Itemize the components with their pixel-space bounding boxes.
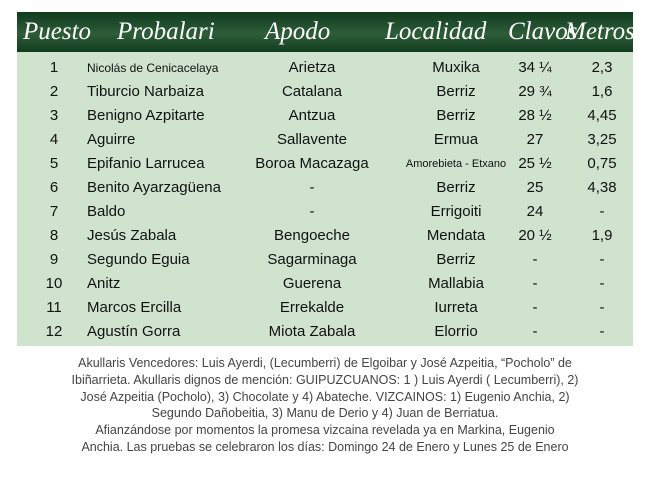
cell-localidad: Ermua <box>433 131 479 148</box>
footer-line: Anchia. Las pruebas se celebraron los días: Domingo 24 de Enero y Lunes 25 de Enero <box>81 439 569 454</box>
table-row <box>17 200 633 224</box>
footer-line: Akullaris Vencedores: Luis Ayerdi, (Lecumberri) de Elgoibar y José Azpeitia, “Pocholo” de <box>78 356 572 370</box>
cell-clavos: - <box>532 299 538 316</box>
table-row <box>17 152 633 176</box>
footer-line: José Azpeitia (Pocholo), 3) Chocolate y 4) Abateche. VIZCAINOS: 1) Eugenio Anchia, 2) <box>80 389 570 404</box>
table-row <box>17 104 633 128</box>
cell-apodo: - <box>309 203 315 220</box>
cell-localidad: Berriz <box>436 179 476 196</box>
cell-apodo: Bengoeche <box>274 227 350 244</box>
header-apodo: Apodo <box>265 18 331 45</box>
cell-metros: 0,75 <box>587 155 617 172</box>
table-row <box>17 128 633 152</box>
cell-apodo: Catalana <box>281 83 343 100</box>
header-localidad: Localidad <box>385 18 487 45</box>
cell-metros: - <box>599 203 605 220</box>
cell-puesto: 4 <box>49 131 59 148</box>
cell-puesto: 9 <box>49 251 59 268</box>
table-row <box>17 272 633 296</box>
cell-puesto: 7 <box>49 203 59 220</box>
cell-puesto: 10 <box>45 275 63 292</box>
cell-localidad: Amorebieta - Etxano <box>405 158 507 170</box>
cell-probalari: Anitz <box>87 275 121 292</box>
cell-clavos: 24 <box>526 203 544 220</box>
cell-probalari: Epifanio Larrucea <box>87 155 205 172</box>
cell-probalari: Nicolás de Cenicacelaya <box>87 61 219 75</box>
cell-metros: 4,38 <box>587 179 617 196</box>
results-table <box>17 12 633 346</box>
cell-puesto: 8 <box>49 227 59 244</box>
cell-puesto: 12 <box>45 323 63 340</box>
cell-puesto: 1 <box>49 59 59 76</box>
table-row <box>17 176 633 200</box>
table-row <box>17 320 633 344</box>
table-row <box>17 296 633 320</box>
cell-localidad: Berriz <box>436 251 476 268</box>
cell-apodo: Sagarminaga <box>267 251 357 268</box>
cell-probalari: Tiburcio Narbaiza <box>87 83 204 100</box>
cell-apodo: Arietza <box>288 59 336 76</box>
cell-probalari: Marcos Ercilla <box>87 299 182 316</box>
cell-probalari: Benito Ayarzagüena <box>87 179 221 196</box>
cell-apodo: Miota Zabala <box>268 323 356 340</box>
cell-apodo: Errekalde <box>279 299 345 316</box>
cell-probalari: Agustín Gorra <box>87 323 181 340</box>
cell-puesto: 5 <box>49 155 59 172</box>
cell-clavos: 29 ¾ <box>518 83 552 100</box>
cell-metros: 4,45 <box>587 107 617 124</box>
cell-apodo: Antzua <box>288 107 336 124</box>
cell-clavos: 27 <box>526 131 544 148</box>
cell-probalari: Baldo <box>87 203 126 220</box>
cell-puesto: 3 <box>49 107 59 124</box>
cell-localidad: Iurreta <box>434 299 478 316</box>
cell-metros: 3,25 <box>587 131 617 148</box>
table-row <box>17 56 633 80</box>
cell-clavos: 25 ½ <box>518 155 552 172</box>
cell-localidad: Elorrio <box>434 323 478 340</box>
cell-apodo: Sallavente <box>276 131 348 148</box>
cell-puesto: 11 <box>46 299 62 316</box>
cell-puesto: 6 <box>49 179 59 196</box>
cell-probalari: Segundo Eguia <box>87 251 190 268</box>
cell-probalari: Aguirre <box>87 131 136 148</box>
cell-clavos: 34 ¼ <box>518 59 552 76</box>
footer-notes <box>18 355 632 456</box>
cell-localidad: Berriz <box>436 83 476 100</box>
header-metros: Metros <box>565 18 635 45</box>
table-header <box>17 12 633 52</box>
header-puesto: Puesto <box>23 18 92 45</box>
cell-localidad: Berriz <box>436 107 476 124</box>
cell-puesto: 2 <box>49 83 59 100</box>
cell-metros: 1,9 <box>591 227 613 244</box>
cell-clavos: - <box>532 275 538 292</box>
cell-localidad: Muxika <box>432 59 480 76</box>
cell-clavos: - <box>532 251 538 268</box>
cell-metros: 2,3 <box>591 59 613 76</box>
cell-metros: - <box>599 275 605 292</box>
cell-localidad: Mendata <box>426 227 486 244</box>
cell-clavos: 20 ½ <box>518 227 552 244</box>
cell-clavos: 28 ½ <box>518 107 552 124</box>
table-row <box>17 224 633 248</box>
cell-localidad: Mallabia <box>428 275 484 292</box>
cell-apodo: Boroa Macazaga <box>255 155 369 172</box>
header-probalari: Probalari <box>117 18 215 45</box>
table-row <box>17 80 633 104</box>
cell-metros: - <box>599 323 605 340</box>
cell-apodo: - <box>309 179 315 196</box>
cell-metros: 1,6 <box>591 83 613 100</box>
cell-metros: - <box>599 299 605 316</box>
cell-probalari: Benigno Azpitarte <box>87 107 205 124</box>
cell-clavos: - <box>532 323 538 340</box>
footer-line: Segundo Dañobeitia, 3) Manu de Derio y 4) Juan de Berriatua. <box>151 406 499 421</box>
table-row <box>17 248 633 272</box>
footer-line: Afianzándose por momentos la promesa vizcaina revelada ya en Markina, Eugenio <box>95 423 555 438</box>
cell-metros: - <box>599 251 605 268</box>
cell-localidad: Errigoiti <box>430 203 482 220</box>
footer-line: Ibiñarrieta. Akullaris dignos de mención: GUIPUZCUANOS: 1 ) Luis Ayerdi ( Lecumberri), 2) <box>71 372 579 387</box>
cell-apodo: Guerena <box>282 275 342 292</box>
cell-clavos: 25 <box>526 179 544 196</box>
header-clavos: Clavos <box>508 18 578 45</box>
cell-probalari: Jesús Zabala <box>87 227 177 244</box>
